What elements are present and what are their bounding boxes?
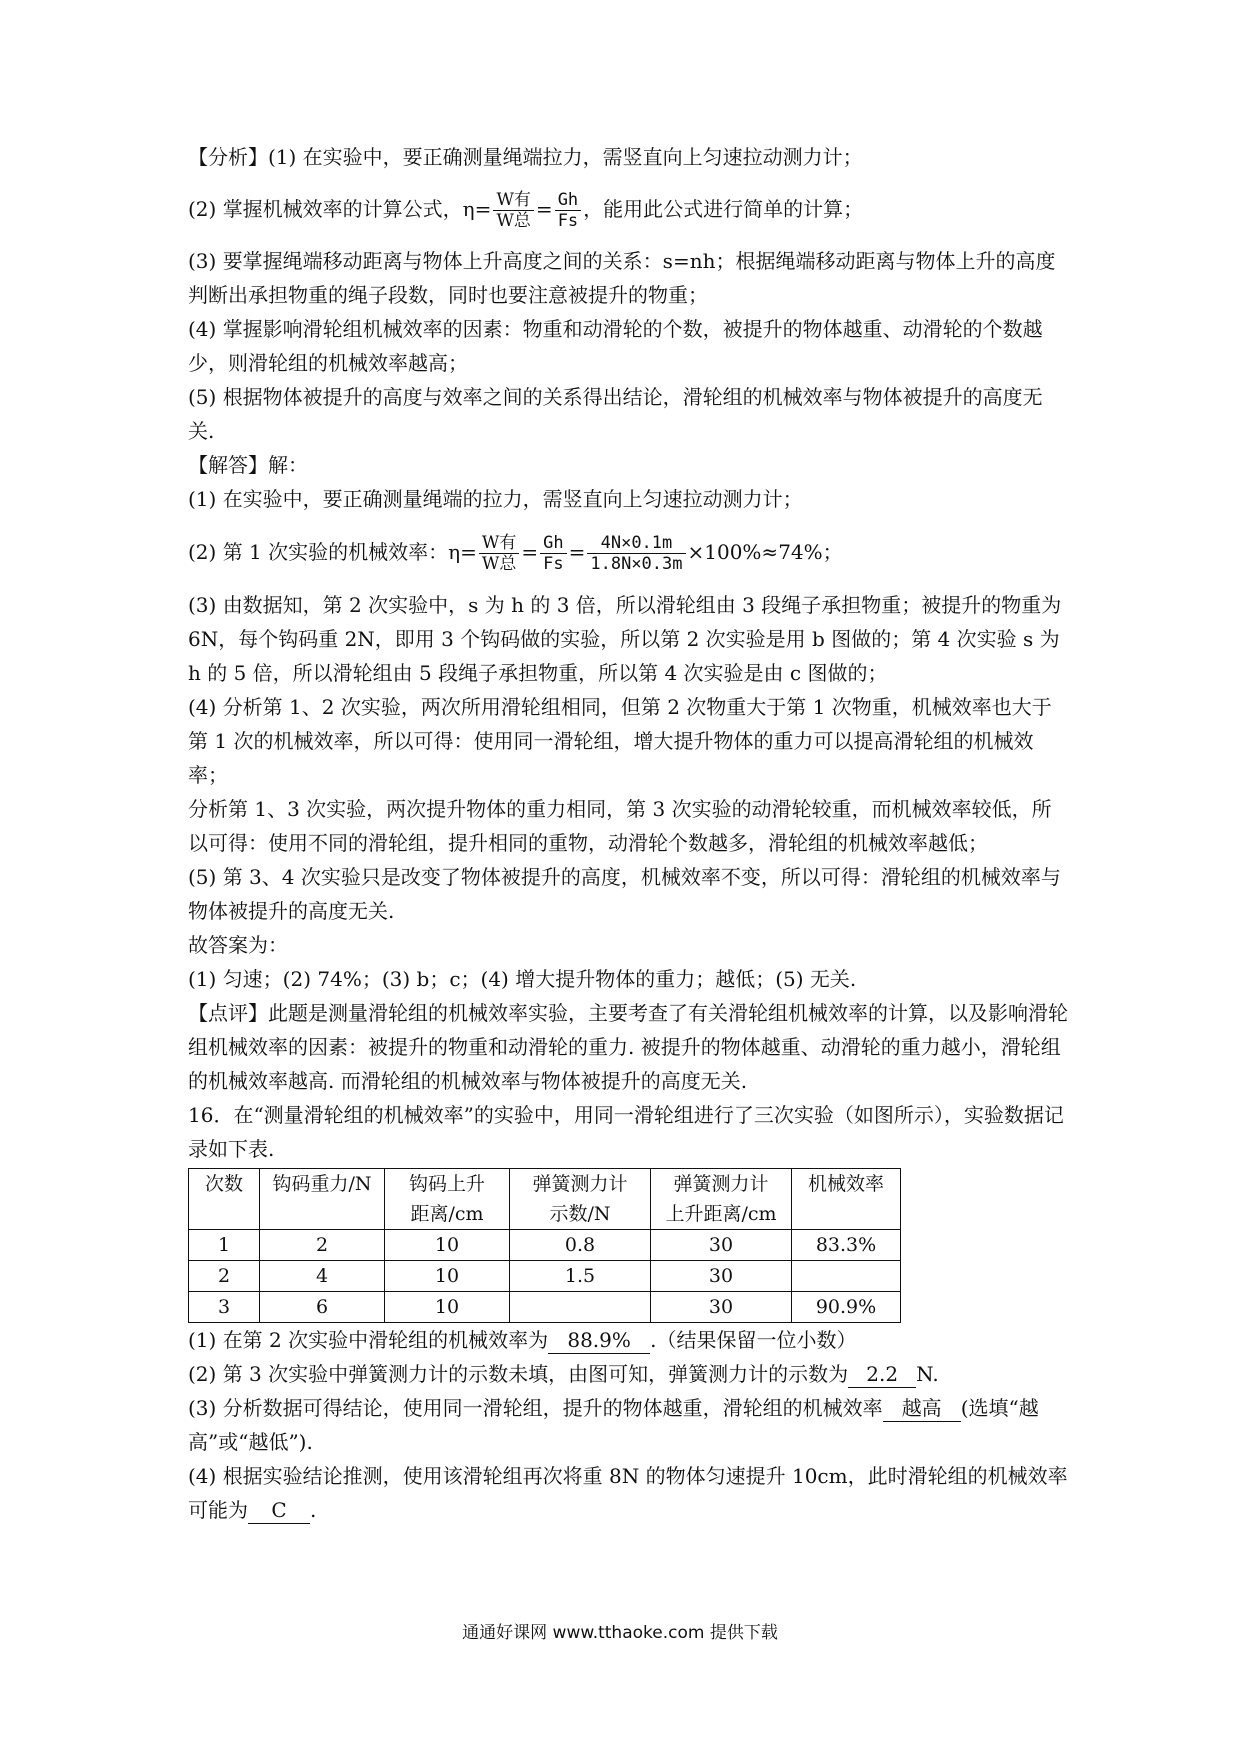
table-header: 弹簧测力计 示数/N [510,1169,651,1230]
work-fraction: $\frac{\text{W有}}{\text{W总}}$ [493,190,533,231]
table-cell: 6 [260,1292,385,1323]
question-16-part-4: (4) 根据实验结论推测，使用该滑轮组再次将重 8N 的物体匀速提升 10cm，此时滑轮组的机械效率可能为 C . [188,1464,1068,1522]
analysis-item-1: 【分析】(1) 在实验中，要正确测量绳端拉力，需竖直向上匀速拉动测力计； [188,145,863,169]
table-header: 钩码上升 距离/cm [385,1169,510,1230]
answer-item-2: (2) 第 1 次实验的机械效率：η= $\frac{\text{W有}}{\text{W总}}$ = $\frac{Gh}{Fs}$ = $\frac{4N\times 0.1m}{1.8N\times 0.3m}$ ×100%≈74%； [188,533,843,574]
table-row [189,1261,901,1292]
answer-item-3: (3) 由数据知，第 2 次实验中，s 为 h 的 3 倍，所以滑轮组由 3 段绳子承担物重；被提升的物重为 6N，每个钩码重 2N，即用 3 个钩码做的实验，所以第 2 次实验是用 b 图做的；第 4 次实验 s 为 h 的 5 倍，所以滑轮组由 5 段绳子承担物重，所以第 4 次实验是由 c 图做的； [188,593,1062,685]
final-answer: (1) 匀速；(2) 74%；(3) b；c；(4) 增大提升物体的重力；越低；(5) 无关. [188,967,857,991]
answer-heading: 【解答】解： [188,453,308,477]
comment: 【点评】此题是测量滑轮组的机械效率实验，主要考查了有关滑轮组机械效率的计算，以及影响滑轮组机械效率的因素：被提升的物重和动滑轮的重力. 被提升的物体越重、动滑轮的重力越小，滑轮组的机械效率越高. 而滑轮组的机械效率与物体被提升的高度无关. [188,1001,1068,1093]
table-cell: 83.3% [792,1230,901,1261]
table-cell: 30 [651,1261,792,1292]
analysis-item-3: (3) 要掌握绳端移动距离与物体上升高度之间的关系：s=nh；根据绳端移动距离与物体上升的高度判断出承担物重的绳子段数，同时也要注意被提升的物重； [188,249,1056,307]
answer-item-4b: 分析第 1、3 次实验，两次提升物体的重力相同，第 3 次实验的动滑轮较重，而机械效率较低，所以可得：使用不同的滑轮组，提升相同的重物，动滑轮个数越多，滑轮组的机械效率越低； [188,797,1052,855]
table-cell: 10 [385,1230,510,1261]
answer-item-4: (4) 分析第 1、2 次实验，两次所用滑轮组相同，但第 2 次物重大于第 1 次物重，机械效率也大于第 1 次的机械效率，所以可得：使用同一滑轮组，增大提升物体的重力可以提高滑轮组的机械效率； [188,695,1052,787]
table-header: 钩码重力/N [260,1169,385,1230]
question-16-part-1: (1) 在第 2 次实验中滑轮组的机械效率为 88.9% .（结果保留一位小数） [188,1328,857,1352]
table-header: 机械效率 [792,1169,901,1230]
page-footer: 通通好课网 www.tthaoke.com 提供下载 [462,1623,778,1643]
table-cell: 4 [260,1261,385,1292]
analysis-item-2: (2) 掌握机械效率的计算公式，η= $\frac{\text{W有}}{\text{W总}}$ = $\frac{Gh}{Fs}$ ，能用此公式进行简单的计算； [188,190,864,231]
answer-item-5: (5) 第 3、4 次实验只是改变了物体被提升的高度，机械效率不变，所以可得：滑轮组的机械效率与物体被提升的高度无关. [188,865,1061,923]
answer-item-1: (1) 在实验中，要正确测量绳端的拉力，需竖直向上匀速拉动测力计； [188,487,803,511]
question-16-stem: 16．在“测量滑轮组的机械效率”的实验中，用同一滑轮组进行了三次实验（如图所示），实验数据记录如下表. [188,1103,1064,1161]
answer-blank: 88.9% [548,1327,650,1354]
table-header-row [189,1169,901,1230]
table-cell: 1.5 [510,1261,651,1292]
analysis-item-2-text: (2) 掌握机械效率的计算公式，η= [188,197,492,221]
table-cell [510,1292,651,1323]
analysis-item-5: (5) 根据物体被提升的高度与效率之间的关系得出结论，滑轮组的机械效率与物体被提升的高度无关. [188,385,1043,443]
table-cell: 2 [260,1230,385,1261]
table-row [189,1292,901,1323]
document-page [188,140,1068,1527]
table-cell: 90.9% [792,1292,901,1323]
table-cell: 30 [651,1230,792,1261]
table-header: 弹簧测力计 上升距离/cm [651,1169,792,1230]
value-fraction: $\frac{4N\times 0.1m}{1.8N\times 0.3m}$ [587,533,685,574]
answer-blank: C [248,1497,310,1524]
table-cell: 3 [189,1292,260,1323]
table-header: 次数 [189,1169,260,1230]
table-row [189,1230,901,1261]
question-16-part-2: (2) 第 3 次实验中弹簧测力计的示数未填，由图可知，弹簧测力计的示数为 2.2 N. [188,1362,939,1386]
table-cell: 0.8 [510,1230,651,1261]
table-cell: 2 [189,1261,260,1292]
gh-over-fs-fraction: $\frac{Gh}{Fs}$ [555,190,581,231]
question-16-part-3: (3) 分析数据可得结论，使用同一滑轮组，提升的物体越重，滑轮组的机械效率 越高 (选填“越高”或“越低”). [188,1396,1039,1454]
answer-blank: 越高 [883,1395,961,1422]
table-cell: 10 [385,1292,510,1323]
gh-over-fs-fraction: $\frac{Gh}{Fs}$ [540,533,566,574]
experiment-table [188,1168,901,1323]
final-answer-heading: 故答案为： [188,933,288,957]
table-cell [792,1261,901,1292]
answer-blank: 2.2 [848,1361,916,1388]
work-fraction: $\frac{\text{W有}}{\text{W总}}$ [479,533,519,574]
analysis-item-4: (4) 掌握影响滑轮组机械效率的因素：物重和动滑轮的个数，被提升的物体越重、动滑轮的个数越少，则滑轮组的机械效率越高； [188,317,1043,375]
table-cell: 30 [651,1292,792,1323]
table-cell: 1 [189,1230,260,1261]
table-cell: 10 [385,1261,510,1292]
